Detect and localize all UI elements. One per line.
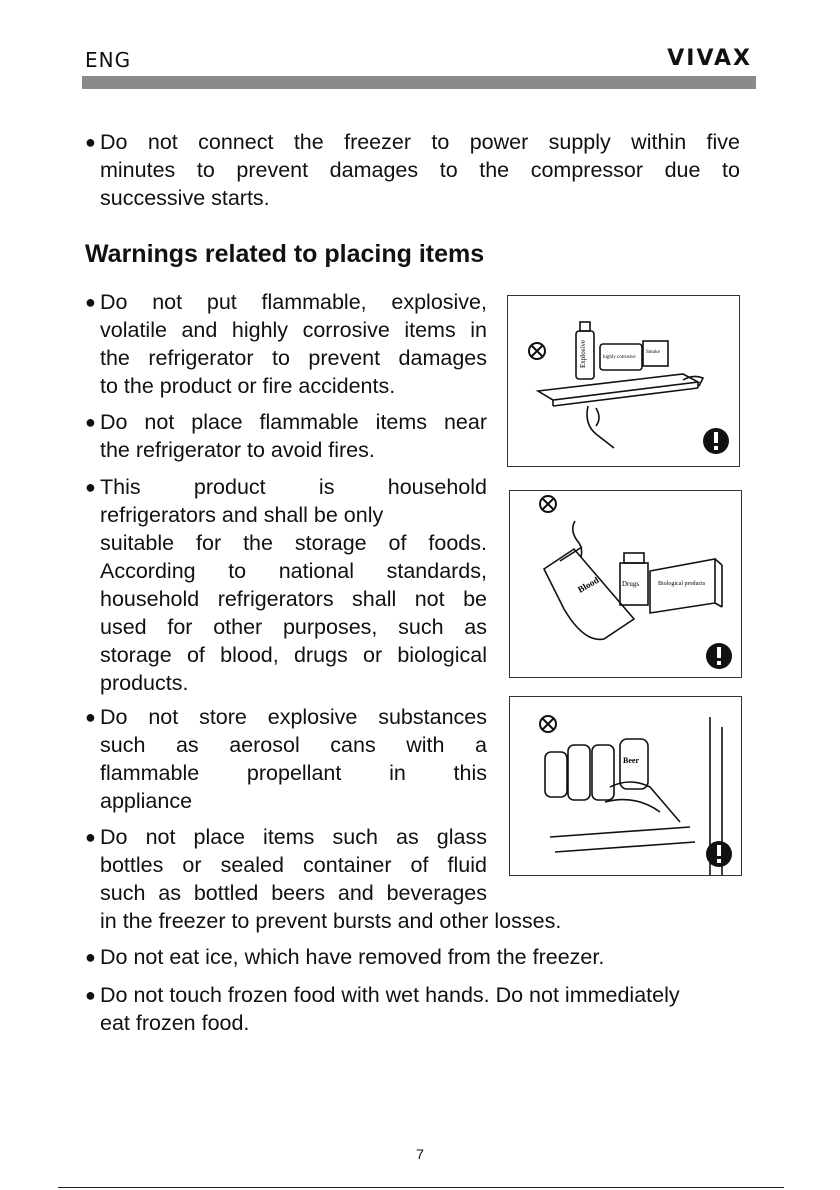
text-line: bottles or sealed container of fluid [100,853,487,877]
text-line: volatile and highly corrosive items in [100,318,487,342]
text-line: eat frozen food. [100,1011,250,1035]
label-smoke: Smoke [646,350,660,355]
prohibited-icon [540,496,556,512]
text-line: to the product or fire accidents. [100,374,396,398]
text-line: the refrigerator to prevent damages [100,346,487,370]
beer-cans-illustration [510,697,741,875]
bullet-dot: ● [85,132,96,152]
page-number: 7 [416,1146,424,1162]
label-beer: Beer [623,756,639,765]
text-line: such as bottled beers and beverages [100,881,487,905]
text-line: Do not store explosive substances [100,705,487,729]
bullet-eat-ice [85,943,740,971]
warning-icon [706,643,732,669]
chemicals-illustration [508,296,739,466]
figure-blood-drugs [509,490,742,678]
prohibited-icon [540,716,556,732]
label-explosive: Explosive [579,340,587,368]
footer-rule [58,1187,784,1188]
text-line: suitable for the storage of foods. [100,531,487,555]
intro-bullet [85,128,740,212]
text-line: Do not put flammable, explosive, [100,290,487,314]
text-line: minutes to prevent damages to the compressor due to [100,158,740,182]
text-line: such as aerosol cans with a [100,733,487,757]
text-line: Do not eat ice, which have removed from the freezer. [100,945,605,969]
text-line: According to national standards, [100,559,487,583]
text-line: used for other purposes, such as [100,615,487,639]
text-line: Do not connect the freezer to power supply within five [100,130,740,154]
bullet-flammable-explosive [85,288,487,400]
brand-logo: VIVAX [667,46,752,71]
bullet-dot: ● [85,827,96,847]
blood-drugs-illustration [510,491,741,677]
header-language: ENG [85,48,132,72]
label-corrosive: highly corrosive [603,355,636,360]
warning-icon [703,428,729,454]
bullet-dot: ● [85,292,96,312]
bullet-dot: ● [85,707,96,727]
text-line: products. [100,671,189,695]
text-line: refrigerators and shall be only [100,503,384,527]
text-line: This product is household [100,475,487,499]
text-line: the refrigerator to avoid fires. [100,438,375,462]
bullet-dot: ● [85,477,96,497]
text-line: Do not touch frozen food with wet hands. Do not immediately [100,983,680,1007]
header-divider [82,76,756,89]
figure-chemicals-shelf [507,295,740,467]
bullet-frozen-food [85,981,745,1037]
label-biological: Biological products [658,581,706,587]
label-drugs: Drugs [622,580,640,588]
text-line: flammable propellant in this [100,761,487,785]
bullet-dot: ● [85,412,96,432]
text-line: household refrigerators shall not be [100,587,487,611]
warning-icon [706,841,732,867]
text-line: Do not place flammable items near [100,410,487,434]
text-line: successive starts. [100,186,270,210]
label-blood: Blood [576,574,601,595]
bullet-dot: ● [85,985,96,1005]
text-line: appliance [100,789,193,813]
text-line: storage of blood, drugs or biological [100,643,487,667]
bullet-explosive-substances [85,703,487,815]
bullet-dot: ● [85,947,96,967]
figure-beer-cans [509,696,742,876]
bullet-flammable-near [85,408,487,464]
prohibited-icon [529,343,545,359]
text-line: Do not place items such as glass [100,825,487,849]
bullet-household-use [85,473,487,697]
text-line: in the freezer to prevent bursts and other losses. [100,909,562,933]
section-title: Warnings related to placing items [85,240,485,268]
